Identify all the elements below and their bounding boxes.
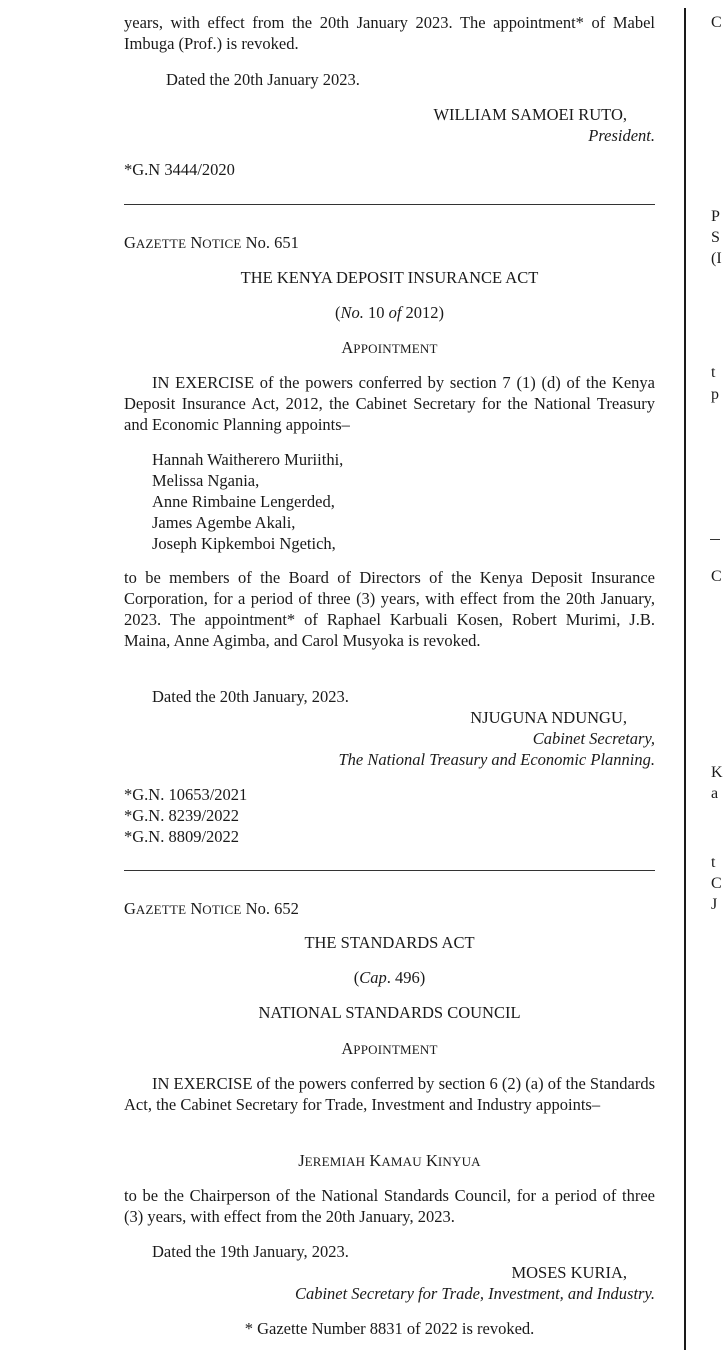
notice-label: GAZETTE NOTICE No. 651: [124, 233, 299, 252]
body-paragraph: to be members of the Board of Directors of the Kenya Deposit Insurance Corporation, for a period of three (3) years, with effect from the 20th January, 2023. The appointment* of Raphael Karbuali Kosen, Robert Murimi, J.B. Maina, Anne Agimba, and Carol Musyoka is revoked.: [124, 568, 655, 650]
right-column-fragment: (I: [711, 250, 722, 267]
right-column-fragment: a: [711, 785, 719, 802]
right-column-fragment: K: [711, 764, 723, 781]
signatory-title: Cabinet Secretary,: [532, 729, 655, 748]
right-column-fragment: C: [711, 875, 722, 892]
section-divider: [124, 870, 655, 871]
act-title: THE KENYA DEPOSIT INSURANCE ACT: [240, 268, 539, 287]
gazette-reference: *G.N 3444/2020: [124, 160, 235, 179]
gazette-references: [124, 784, 247, 847]
section-heading: APPOINTMENT: [341, 338, 438, 357]
signatory-title: Cabinet Secretary for Trade, Investment, and Industry.: [294, 1284, 655, 1303]
signatory-name: MOSES KURIA,: [511, 1263, 627, 1282]
right-column-fragment: P: [711, 208, 720, 225]
right-column-fragment: p: [711, 386, 719, 403]
revocation-footnote: * Gazette Number 8831 of 2022 is revoked.: [244, 1319, 535, 1338]
appointee-name: Anne Rimbaine Lengerded,: [152, 492, 335, 511]
appointee-name: Joseph Kipkemboi Ngetich,: [152, 534, 336, 553]
right-column-divider: [710, 539, 720, 540]
act-number: (No. 10 of 2012): [334, 303, 445, 322]
appointee-name: James Agembe Akali,: [152, 513, 296, 532]
gazette-reference: *G.N. 8809/2022: [124, 827, 240, 846]
body-paragraph: to be the Chairperson of the National Standards Council, for a period of three (3) years, with effect from the 20th January, 2023.: [124, 1186, 655, 1226]
right-column-fragment: C: [711, 568, 722, 585]
section-heading: APPOINTMENT: [341, 1039, 438, 1058]
notice-label: GAZETTE NOTICE No. 652: [124, 899, 299, 918]
right-column-fragment: t: [711, 364, 716, 381]
intro-paragraph: IN EXERCISE of the powers conferred by section 7 (1) (d) of the Kenya Deposit Insurance Act, 2012, the Cabinet Secretary for the National Treasury and Economic Planning appoints–: [124, 373, 655, 434]
appointee-list: [152, 449, 343, 554]
appointee-name: JEREMIAH KAMAU KINYUA: [298, 1151, 481, 1170]
right-column-fragment: J: [711, 896, 718, 913]
signatory-name: NJUGUNA NDUNGU,: [470, 708, 627, 727]
dated-line: Dated the 19th January, 2023.: [152, 1242, 349, 1261]
dated-line: Dated the 20th January, 2023.: [152, 687, 349, 706]
right-column-fragment: S: [711, 229, 720, 246]
gazette-reference: *G.N. 8239/2022: [124, 806, 240, 825]
intro-paragraph: IN EXERCISE of the powers conferred by section 6 (2) (a) of the Standards Act, the Cabinet Secretary for Trade, Investment and Industry appoints–: [124, 1074, 655, 1114]
section-divider: [124, 204, 655, 205]
signatory-office: The National Treasury and Economic Planning.: [338, 750, 655, 769]
column-separator: [684, 8, 686, 1350]
appointee-name: Melissa Ngania,: [152, 471, 260, 490]
signatory-title: President.: [588, 126, 655, 145]
act-chapter: (Cap. 496): [353, 968, 426, 987]
right-column-fragment: t: [711, 854, 716, 871]
act-title: THE STANDARDS ACT: [304, 933, 475, 952]
council-title: NATIONAL STANDARDS COUNCIL: [258, 1003, 521, 1022]
dated-line: Dated the 20th January 2023.: [166, 70, 360, 89]
continuation-paragraph: years, with effect from the 20th January 2023. The appointment* of Mabel Imbuga (Prof.) is revoked.: [124, 13, 655, 53]
signatory-name: WILLIAM SAMOEI RUTO,: [433, 105, 627, 124]
gazette-reference: *G.N. 10653/2021: [124, 785, 248, 804]
appointee-name: Hannah Waitherero Muriithi,: [152, 450, 344, 469]
right-column-fragment: C: [711, 14, 722, 31]
